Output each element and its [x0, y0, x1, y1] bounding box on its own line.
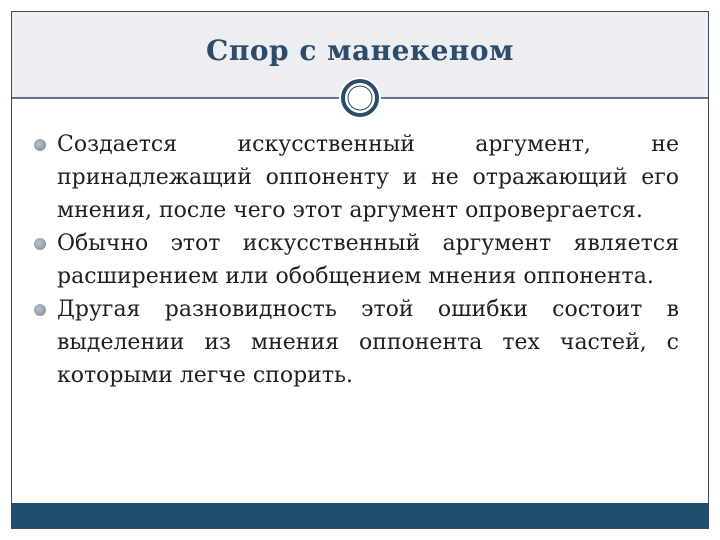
bottom-bar [12, 503, 708, 528]
bullet-list [22, 128, 679, 392]
title-divider [12, 76, 708, 120]
bullet-text: Другая разновидность этой ошибки состоит в выделении из мнения оппонента тех частей, с которыми легче спорить. [57, 297, 679, 388]
round-bullet-icon [34, 304, 46, 316]
slide-title: Спор с манекеном [206, 34, 514, 67]
list-item [22, 128, 679, 227]
round-bullet-icon [34, 139, 46, 151]
circle-ring-ornament-icon [339, 77, 381, 119]
list-item [22, 227, 679, 293]
bullet-text: Обычно этот искусственный аргумент является расширением или обобщением мнения оппонента. [57, 231, 679, 289]
list-item [22, 293, 679, 392]
bullet-text: Создается искусственный аргумент, не принадлежащий оппоненту и не отражающий его мнения, после чего этот аргумент опровергается. [57, 132, 679, 223]
round-bullet-icon [34, 238, 46, 250]
